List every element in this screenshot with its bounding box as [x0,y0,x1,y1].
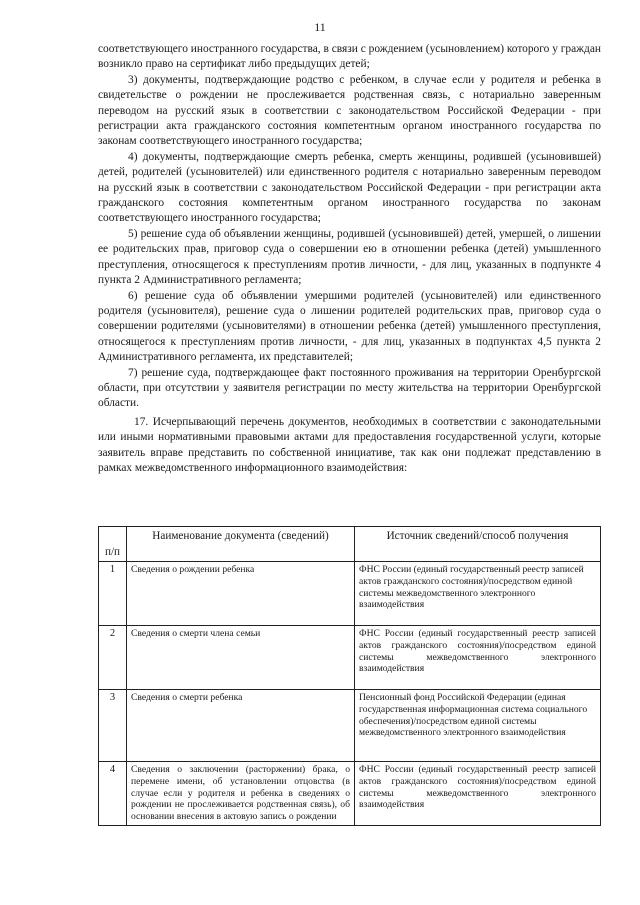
paragraph-item-4: 4) документы, подтверждающие смерть ребенка, смерть женщины, родившей (усыновившей) детей, родителей (усыновителей) или единственного родителя с нотариально заверенным переводом на русский язык в соответствии с законодательством Российской Федерации - при регистрации акта гражданского состояния компетентным органом иностранного государства по законам соответствующего иностранного государства; [98,150,601,225]
header-source: Источник сведений/способ получения [355,527,601,562]
table-row [99,626,601,690]
row-num: 1 [99,562,127,626]
row-source: Пенсионный фонд Российской Федерации (единая государственная информационная система социального обеспечения)/посредством единой системы межведомственного электронного взаимодействия [355,690,601,762]
paragraph-section-17: 17. Исчерпывающий перечень документов, необходимых в соответствии с законодательными или иными нормативными правовыми актами для предоставления государственной услуги, которые заявитель вправе представить по собственной инициативе, так как они подлежат представлению в рамках межведомственного информационного взаимодействия: [98,415,601,474]
row-source: ФНС России (единый государственный реестр записей актов гражданского состояния)/посредством единой системы межведомственного электронного взаимодействия [355,562,601,626]
row-source: ФНС России (единый государственный реестр записей актов гражданского состояния)/посредством единой системы межведомственного электронного взаимодействия [355,762,601,826]
table-row [99,762,601,826]
row-num: 4 [99,762,127,826]
row-num: 3 [99,690,127,762]
header-num: п/п [99,527,127,562]
table-header-row [99,527,601,562]
row-document-name: Сведения о смерти ребенка [127,690,355,762]
row-document-name: Сведения о смерти члена семьи [127,626,355,690]
row-source: ФНС России (единый государственный реестр записей актов гражданского состояния)/посредством единой системы межведомственного электронного взаимодействия [355,626,601,690]
paragraph-item-3: 3) документы, подтверждающие родство с ребенком, в случае если у родителя и ребенка в свидетельстве о рождении не прослеживается родственная связь, с нотариально заверенным переводом на русский язык в соответствии с законодательством Российской Федерации - при регистрации акта гражданского состояния компетентным органом иностранного государства по законам соответствующего иностранного государства; [98,73,601,148]
paragraph-item-5: 5) решение суда об объявлении женщины, родившей (усыновившей) детей, умершей, о лишении ее родительских прав, приговор суда о совершении ею в отношении ребенка (детей) умышленного преступления, относящегося к преступлениям против личности, - для лиц, указанных в подпункте 4 пункта 2 Административного регламента; [98,227,601,287]
table-row [99,690,601,762]
paragraph-item-6: 6) решение суда об объявлении умершими родителей (усыновителей) или единственного родителя (усыновителя), решение суда о лишении родителей родительских прав, приговор суда о совершении родителями (усыновителями) в отношении ребенка (детей) умышленного преступления, относящегося к преступлениям против личности, - для лиц, указанных в подпунктах 4,5 пункта 2 Административного регламента, их представителей; [98,289,601,364]
header-document-name: Наименование документа (сведений) [127,527,355,562]
page-number: 11 [314,20,326,34]
row-document-name: Сведения о заключении (расторжении) брака, о перемене имени, об установлении отцовства (в случае если у родителя и ребенка в сведениях о рождении не прослеживается родственная связь), об основании внесения в актовую запись о рождении [127,762,355,826]
paragraph-continuation: соответствующего иностранного государства, в связи с рождением (усыновлением) которого у граждан возникло право на сертификат либо предыдущих детей; [98,43,601,71]
row-document-name: Сведения о рождении ребенка [127,562,355,626]
table-row [99,562,601,626]
row-num: 2 [99,626,127,690]
paragraph-item-7: 7) решение суда, подтверждающее факт постоянного проживания на территории Оренбургской области, при отсутствии у заявителя регистрации по месту жительства на территории Оренбургской области. [98,366,601,410]
body-text [98,42,601,476]
documents-table [98,526,601,826]
